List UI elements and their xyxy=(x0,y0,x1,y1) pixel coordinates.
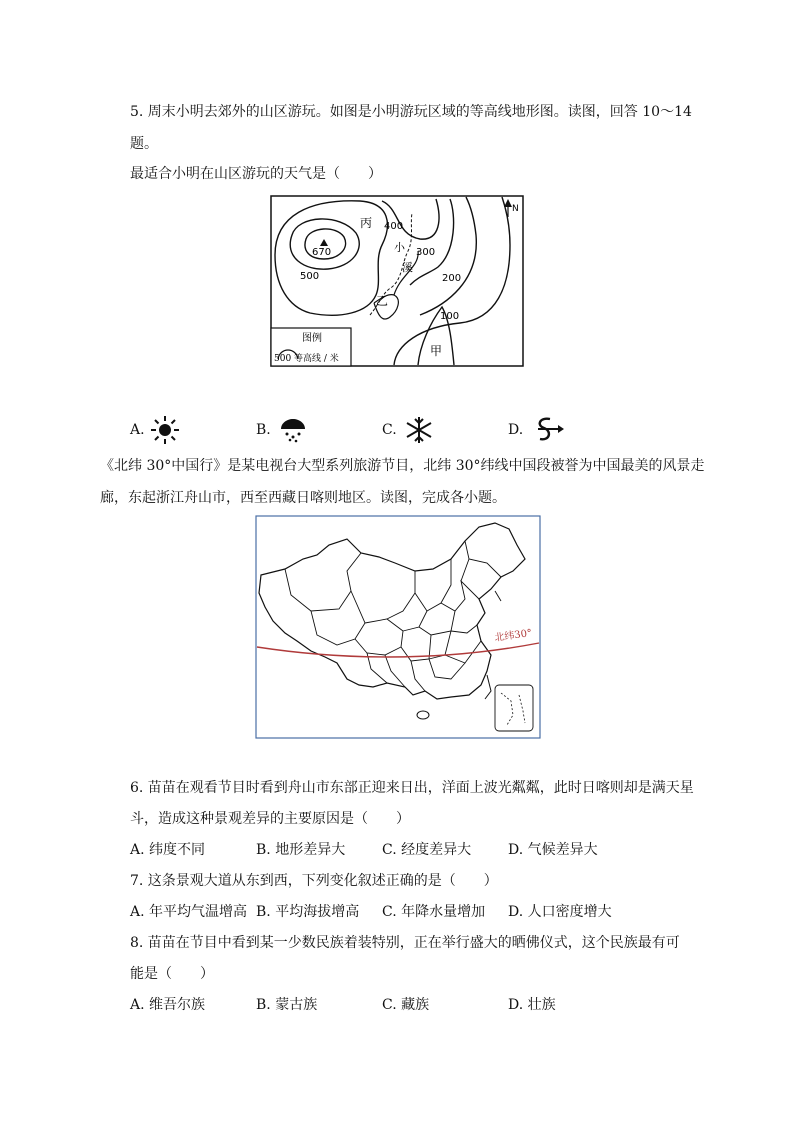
contour-200-label: 200 xyxy=(442,273,462,284)
q6-line2: 斗，造成这种景观差异的主要原因是（ ） xyxy=(130,811,410,827)
q5-stem-line2: 题。 xyxy=(130,136,158,152)
contour-400-label: 400 xyxy=(384,221,404,232)
rain-weather-icon xyxy=(278,417,308,443)
place-jia: 甲 xyxy=(430,344,443,358)
place-yi: 乙 xyxy=(376,294,389,308)
q6-line1: 6. 苗苗在观看节目时看到舟山市东部正迎来日出，洋面上波光粼粼，此时日喀则却是满天星 xyxy=(130,780,694,796)
creek-char-2: 溪 xyxy=(402,261,413,274)
q5-option-b-letter[interactable]: B. xyxy=(256,422,271,438)
china-map xyxy=(255,515,541,739)
sunny-weather-icon xyxy=(150,415,180,445)
latitude-30-label: 北纬30° xyxy=(493,627,533,644)
intro-line1: 《北纬 30°中国行》是某电视台大型系列旅游节目，北纬 30°纬线中国段被誉为中国最美的风景走 xyxy=(100,458,705,474)
contour-500-label: 500 xyxy=(300,271,320,282)
q8-option-c[interactable]: C. 藏族 xyxy=(382,997,430,1013)
q8-option-d[interactable]: D. 壮族 xyxy=(508,997,556,1013)
q5-option-c-letter[interactable]: C. xyxy=(382,422,397,438)
q6-option-d[interactable]: D. 气候差异大 xyxy=(508,842,598,858)
q5-option-a-letter[interactable]: A. xyxy=(130,422,145,438)
creek-char-1: 小 xyxy=(394,241,405,254)
q8-line2: 能是（ ） xyxy=(130,966,214,982)
q8-option-a[interactable]: A. 维吾尔族 xyxy=(130,997,206,1013)
q5-question: 最适合小明在山区游玩的天气是（ ） xyxy=(130,166,382,182)
contour-map xyxy=(270,195,524,367)
q8-option-b[interactable]: B. 蒙古族 xyxy=(256,997,318,1013)
q5-option-d-letter[interactable]: D. xyxy=(508,422,524,438)
q6-option-a[interactable]: A. 纬度不同 xyxy=(130,842,206,858)
place-bing: 丙 xyxy=(360,216,373,230)
q7-line1: 7. 这条景观大道从东到西，下列变化叙述正确的是（ ） xyxy=(130,873,498,889)
north-label: N xyxy=(512,204,519,214)
legend-text: 500 等高线 / 米 xyxy=(274,354,339,364)
q8-line1: 8. 苗苗在节目中看到某一少数民族着装特别，正在举行盛大的晒佛仪式，这个民族最有可 xyxy=(130,935,680,951)
q7-option-d[interactable]: D. 人口密度增大 xyxy=(508,904,612,920)
q7-option-c[interactable]: C. 年降水量增加 xyxy=(382,904,486,920)
contour-100-label: 100 xyxy=(440,311,460,322)
legend-title: 图例 xyxy=(302,333,322,344)
intro-line2: 廊，东起浙江舟山市，西至西藏日喀则地区。读图，完成各小题。 xyxy=(100,490,506,506)
q6-option-b[interactable]: B. 地形差异大 xyxy=(256,842,346,858)
wind-weather-icon xyxy=(532,415,566,445)
snow-weather-icon xyxy=(404,415,434,445)
peak-label: 670 xyxy=(312,247,332,258)
contour-300-label: 300 xyxy=(416,247,436,258)
q7-option-b[interactable]: B. 平均海拔增高 xyxy=(256,904,360,920)
q7-option-a[interactable]: A. 年平均气温增高 xyxy=(130,904,248,920)
q6-option-c[interactable]: C. 经度差异大 xyxy=(382,842,472,858)
q5-stem-line1: 5. 周末小明去郊外的山区游玩。如图是小明游玩区域的等高线地形图。读图，回答 10～14 xyxy=(130,104,692,120)
